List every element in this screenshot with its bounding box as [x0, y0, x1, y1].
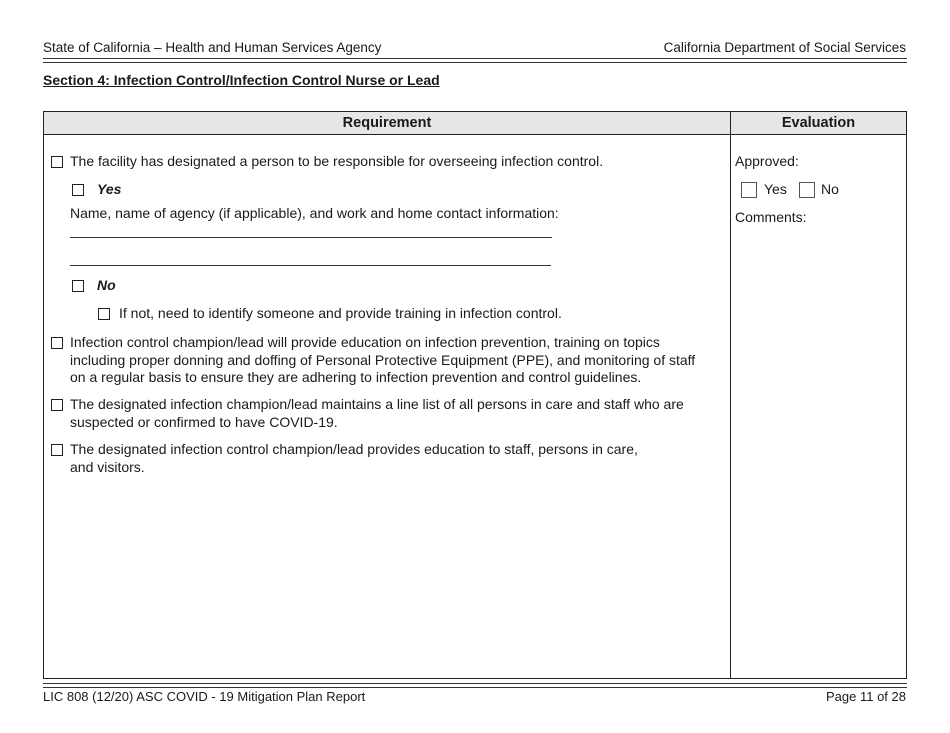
requirement-column-header: Requirement [342, 115, 432, 131]
column-divider [730, 112, 731, 678]
section-title: Section 4: Infection Control/Infection Control Nurse or Lead [43, 72, 440, 88]
approved-no-checkbox[interactable] [799, 182, 815, 198]
yes-checkbox[interactable] [72, 184, 84, 196]
item4-text-line1: The designated infection control champion/lead provides education to staff, persons in care, [70, 441, 638, 457]
contact-prompt: Name, name of agency (if applicable), and work and home contact information: [70, 205, 559, 221]
evaluation-column-header: Evaluation [781, 115, 856, 131]
contact-line-1[interactable] [70, 237, 552, 238]
requirements-table [43, 111, 907, 679]
footer-divider [43, 683, 907, 688]
approved-yes-checkbox[interactable] [741, 182, 757, 198]
contact-line-2[interactable] [70, 265, 551, 266]
item4-text-line2: and visitors. [70, 458, 145, 475]
no-sub-checkbox[interactable] [98, 308, 110, 320]
no-checkbox[interactable] [72, 280, 84, 292]
item2-text-line3: on a regular basis to ensure they are adhering to infection prevention and control guidelines. [70, 369, 642, 385]
item2-text-line1: Infection control champion/lead will provide education on infection prevention, training on topics [70, 334, 660, 350]
approved-no-label: No [821, 181, 839, 197]
approved-yes-label: Yes [764, 181, 787, 197]
approved-label: Approved: [735, 153, 799, 169]
table-header-row [44, 112, 906, 135]
yes-label: Yes [97, 181, 122, 197]
form-identifier: LIC 808 (12/20) ASC COVID - 19 Mitigation Plan Report [43, 689, 366, 704]
item4-checkbox[interactable] [51, 444, 63, 456]
agency-name: State of California – Health and Human Services Agency [43, 40, 382, 55]
page-number: Page 11 of 28 [826, 689, 906, 704]
item3-text-line1: The designated infection champion/lead maintains a line list of all persons in care and staff who are [70, 396, 684, 412]
department-name: California Department of Social Services [663, 40, 906, 55]
item1-text: The facility has designated a person to be responsible for overseeing infection control. [70, 153, 604, 169]
item2-text-line2: including proper donning and doffing of Personal Protective Equipment (PPE), and monitoring of staff [70, 351, 696, 368]
item2-checkbox[interactable] [51, 337, 63, 349]
item3-checkbox[interactable] [51, 399, 63, 411]
comments-label: Comments: [735, 209, 807, 225]
item3-text-line2: suspected or confirmed to have COVID-19. [70, 413, 338, 430]
no-label: No [97, 277, 116, 293]
header-divider [43, 58, 907, 63]
item1-checkbox[interactable] [51, 156, 63, 168]
no-sub-text: If not, need to identify someone and provide training in infection control. [119, 305, 562, 321]
